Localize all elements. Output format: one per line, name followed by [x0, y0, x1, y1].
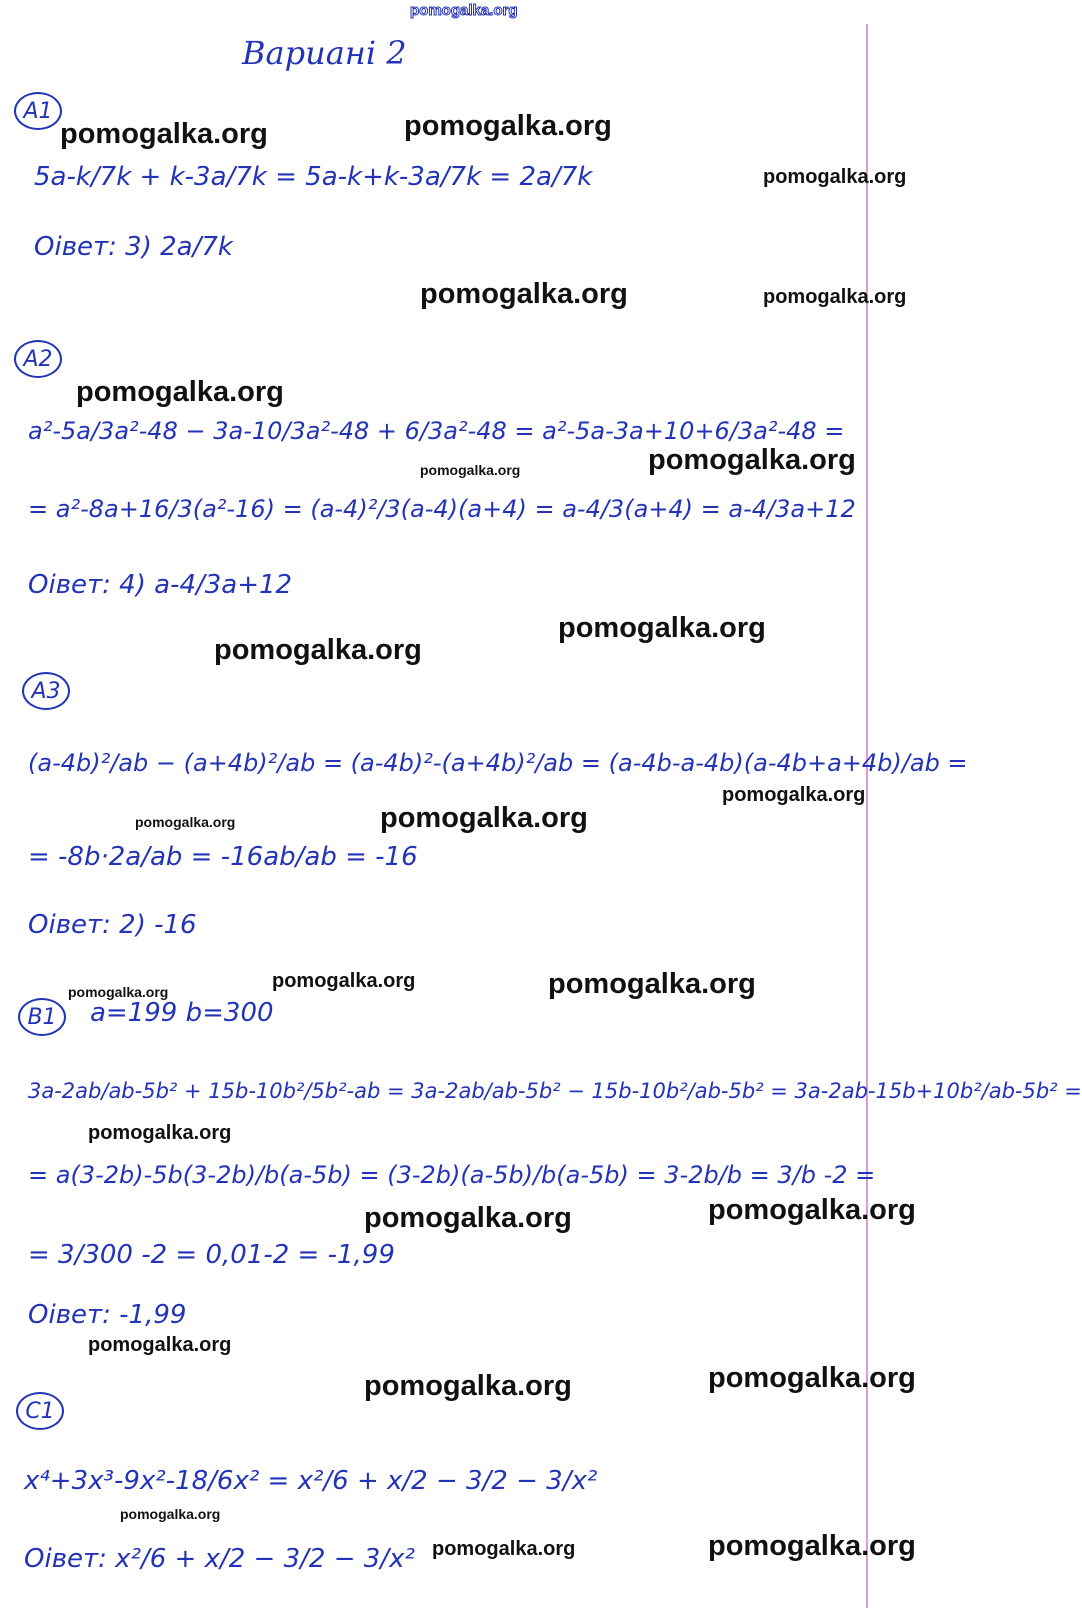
watermark: pomogalka.org	[60, 118, 268, 150]
task-a3-line-2: = -8b·2a/ab = -16ab/ab = -16	[28, 842, 418, 872]
watermark: pomogalka.org	[708, 1194, 916, 1226]
task-a2-answer: Oiвет: 4) a-4/3a+12	[28, 570, 293, 600]
task-b1-line-3: = 3/300 -2 = 0,01-2 = -1,99	[28, 1240, 395, 1270]
task-b1-line-2: = a(3-2b)-5b(3-2b)/b(a-5b) = (3-2b)(a-5b)/b(a-5b) = 3-2b/b = 3/b -2 =	[28, 1161, 876, 1189]
watermark: pomogalka.org	[380, 802, 588, 834]
watermark: pomogalka.org	[364, 1370, 572, 1402]
task-label-a2: A2	[14, 340, 62, 378]
watermark: pomogalka.org	[722, 784, 866, 806]
watermark: pomogalka.org	[214, 634, 422, 666]
task-label-c1: C1	[16, 1392, 64, 1430]
task-a2-line-2: = a²-8a+16/3(a²-16) = (a-4)²/3(a-4)(a+4) = a-4/3(a+4) = a-4/3a+12	[28, 495, 856, 523]
task-a1-answer: Oiвет: 3) 2a/7k	[34, 232, 233, 262]
page-title: Варианi 2	[242, 34, 407, 72]
task-a1-line-1: 5a-k/7k + k-3a/7k = 5a-k+k-3a/7k = 2a/7k	[34, 162, 593, 192]
task-a2-line-1: a²-5a/3a²-48 − 3a-10/3a²-48 + 6/3a²-48 = a²-5a-3a+10+6/3a²-48 =	[28, 417, 845, 445]
watermark: pomogalka.org	[135, 814, 236, 830]
task-b1-line-1: 3a-2ab/ab-5b² + 15b-10b²/5b²-ab = 3a-2ab/ab-5b² − 15b-10b²/ab-5b² = 3a-2ab-15b+10b²/ab-5b² =	[28, 1079, 1082, 1103]
watermark: pomogalka.org	[548, 968, 756, 1000]
watermark: pomogalka.org	[364, 1202, 572, 1234]
watermark: pomogalka.org	[763, 166, 907, 188]
watermark: pomogalka.org	[648, 444, 856, 476]
watermark: pomogalka.org	[558, 612, 766, 644]
header-watermark: pomogalka.org	[410, 2, 518, 19]
task-a3-answer: Oiвет: 2) -16	[28, 910, 197, 940]
watermark: pomogalka.org	[272, 970, 416, 992]
watermark: pomogalka.org	[88, 1334, 232, 1356]
task-a3-line-1: (a-4b)²/ab − (a+4b)²/ab = (a-4b)²-(a+4b)²/ab = (a-4b-a-4b)(a-4b+a+4b)/ab =	[28, 749, 968, 777]
task-label-a1: A1	[14, 92, 62, 130]
watermark: pomogalka.org	[120, 1506, 221, 1522]
watermark: pomogalka.org	[404, 110, 612, 142]
task-c1-line-1: x⁴+3x³-9x²-18/6x² = x²/6 + x/2 − 3/2 − 3/x²	[24, 1466, 598, 1496]
watermark: pomogalka.org	[68, 984, 169, 1000]
watermark: pomogalka.org	[708, 1530, 916, 1562]
watermark: pomogalka.org	[432, 1538, 576, 1560]
task-b1-answer: Oiвет: -1,99	[28, 1300, 187, 1330]
task-c1-answer: Oiвет: x²/6 + x/2 − 3/2 − 3/x²	[24, 1544, 415, 1574]
watermark: pomogalka.org	[420, 278, 628, 310]
watermark: pomogalka.org	[708, 1362, 916, 1394]
task-b1-given: a=199 b=300	[90, 998, 274, 1028]
watermark: pomogalka.org	[420, 462, 521, 478]
task-label-b1: B1	[18, 998, 66, 1036]
watermark: pomogalka.org	[88, 1122, 232, 1144]
task-label-a3: A3	[22, 672, 70, 710]
watermark: pomogalka.org	[76, 376, 284, 408]
watermark: pomogalka.org	[763, 286, 907, 308]
